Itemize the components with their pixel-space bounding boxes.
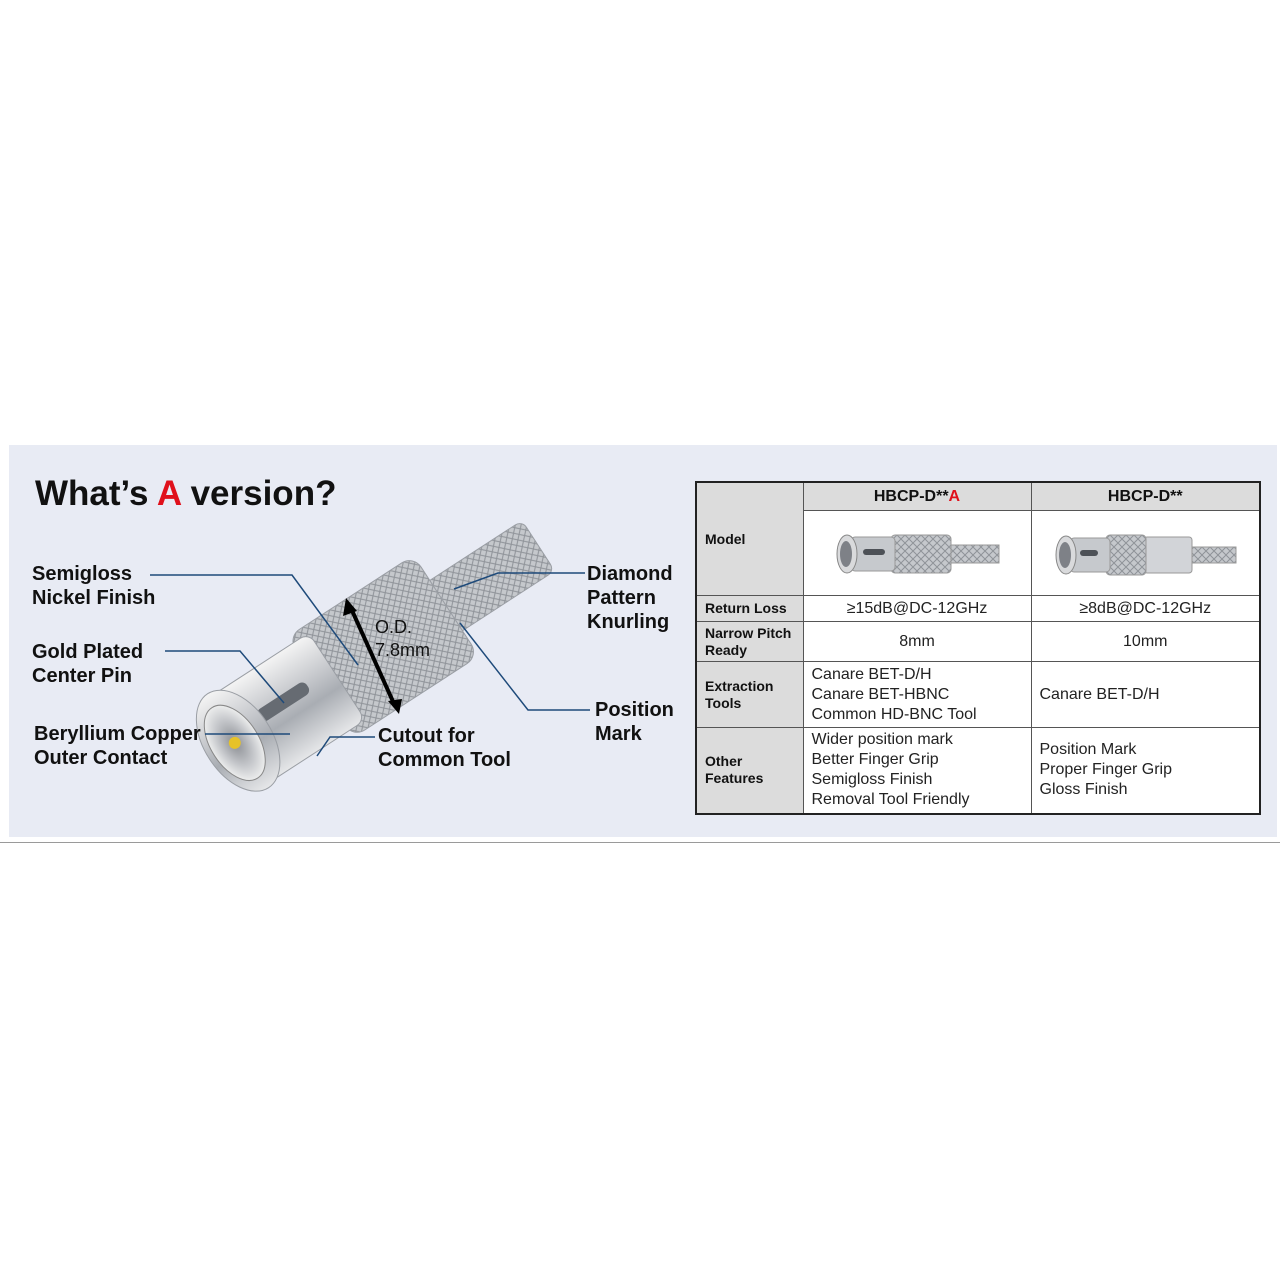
pitch-b: 10mm — [1031, 622, 1260, 662]
list-item: Position Mark — [1039, 741, 1137, 759]
list-item: Canare BET-D/H — [811, 665, 932, 683]
list-item: Gloss Finish — [1039, 781, 1128, 799]
features-b — [1031, 728, 1260, 814]
extraction-a — [803, 662, 1031, 728]
list-item: Semigloss Finish — [811, 771, 933, 789]
table-row-return-loss — [696, 596, 1260, 622]
model-image-a-cell — [803, 511, 1031, 596]
callout-gold-pin: Gold Plated Center Pin — [32, 641, 144, 687]
table-row-features — [696, 728, 1260, 814]
table-row-extraction — [696, 662, 1260, 728]
table-row-narrow-pitch — [696, 622, 1260, 662]
title-prefix: What’s — [35, 474, 157, 513]
title-suffix: version? — [180, 474, 337, 513]
return-loss-b: ≥8dB@DC-12GHz — [1031, 596, 1260, 622]
list-item: Common HD-BNC Tool — [811, 705, 977, 723]
od-label: O.D. 7.8mm — [375, 617, 431, 660]
extraction-b: Canare BET-D/H — [1031, 662, 1260, 728]
row-label-narrow-pitch: Narrow Pitch Ready — [696, 622, 803, 662]
callout-position-mark: Position Mark — [595, 699, 674, 745]
callout-cutout: Cutout for Common Tool — [378, 725, 511, 771]
model-image-b-cell — [1031, 511, 1260, 596]
connector-body — [177, 495, 571, 809]
features-a — [803, 728, 1031, 814]
return-loss-a: ≥15dB@DC-12GHz — [803, 596, 1031, 622]
comparison-table — [695, 481, 1261, 815]
list-item: Canare BET-HBNC — [811, 685, 950, 703]
column-header-b: HBCP-D** — [1031, 482, 1260, 511]
row-label-extraction: Extraction Tools — [696, 662, 803, 728]
table-header-row — [696, 482, 1260, 511]
callout-knurling: Diamond Pattern Knurling — [587, 563, 673, 633]
connector-a-image — [829, 523, 1005, 583]
column-header-a — [803, 482, 1031, 511]
list-item: Proper Finger Grip — [1039, 761, 1172, 779]
list-item: Wider position mark — [811, 731, 953, 749]
row-label-features: Other Features — [696, 728, 803, 814]
callout-outer-contact: Beryllium Copper Outer Contact — [34, 723, 201, 769]
row-label-return-loss: Return Loss — [696, 596, 803, 622]
title-accent: A — [156, 474, 181, 513]
pitch-a: 8mm — [803, 622, 1031, 662]
list-item: Removal Tool Friendly — [811, 791, 970, 809]
list-item: Better Finger Grip — [811, 751, 939, 769]
column-a-accent: A — [948, 487, 961, 505]
row-label-model: Model — [696, 482, 803, 596]
connector-b-image — [1050, 523, 1240, 583]
column-a-name: HBCP-D** — [873, 487, 949, 505]
callout-semigloss-finish: Semigloss Nickel Finish — [32, 563, 156, 609]
